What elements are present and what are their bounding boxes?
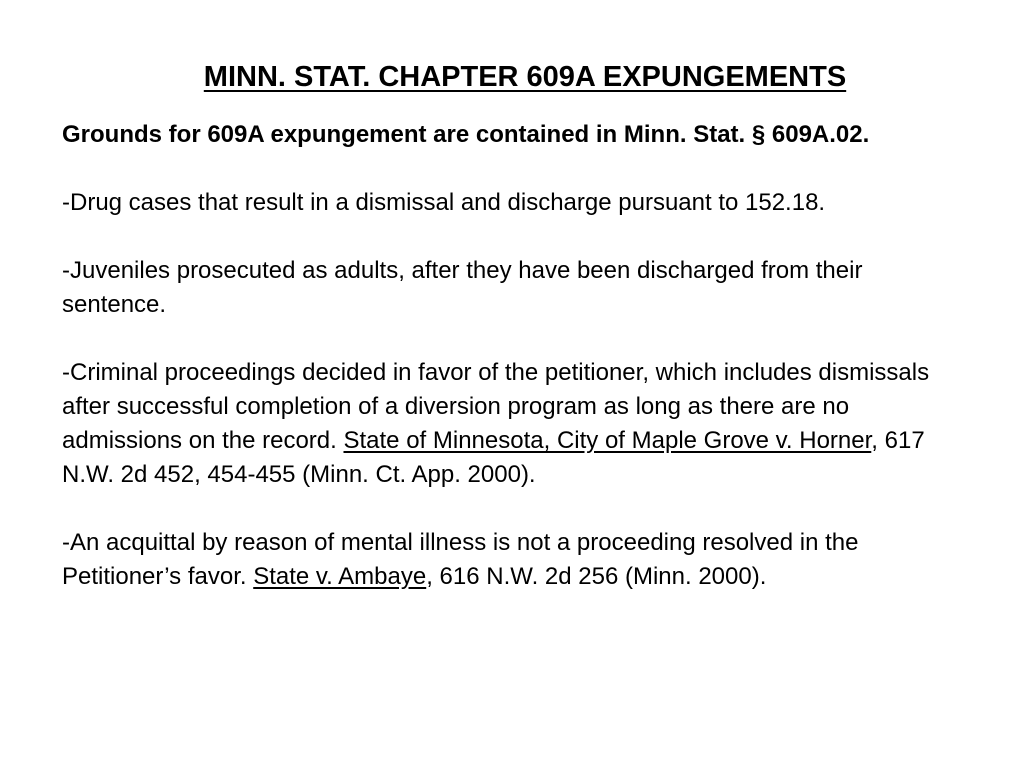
ambaye-citation: , 616 N.W. 2d 256 (Minn. 2000). — [426, 563, 767, 590]
intro-paragraph: Grounds for 609A expungement are contained in Minn. Stat. § 609A.02. — [62, 121, 870, 148]
drug-cases-item: -Drug cases that result in a dismissal and discharge pursuant to 152.18. — [62, 189, 826, 216]
ambaye-case-name: State v. Ambaye — [253, 563, 427, 590]
criminal-proceedings-text: -Criminal proceedings decided in favor of the petitioner, which includes dismissals after successful completion of a diversion program as long as there are no admissions on the record. — [62, 359, 930, 454]
horner-citation: , 617 N.W. 2d 452, 454-455 (Minn. Ct. App. 2000). — [62, 427, 925, 488]
acquittal-item — [62, 526, 942, 594]
slide-body — [62, 118, 942, 628]
criminal-proceedings-item — [62, 356, 942, 492]
slide-title: MINN. STAT. CHAPTER 609A EXPUNGEMENTS — [203, 61, 847, 93]
juveniles-item: -Juveniles prosecuted as adults, after they have been discharged from their sentence. — [62, 257, 863, 318]
acquittal-text: -An acquittal by reason of mental illness is not a proceeding resolved in the Petitioner’s favor. — [62, 529, 859, 590]
horner-case-name: State of Minnesota, City of Maple Grove v. Horner — [343, 427, 872, 454]
